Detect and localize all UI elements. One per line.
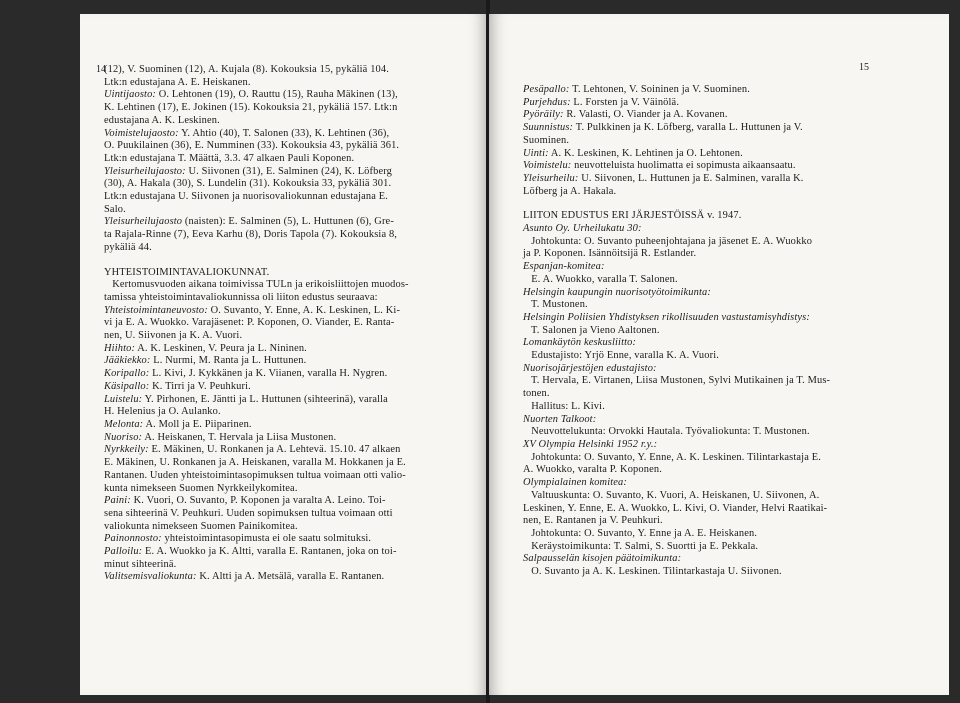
paragraph <box>104 128 477 166</box>
line-text: tamissa yhteistoimintavaliokunnissa oli liiton edustus seuraava: <box>104 291 378 303</box>
text-line <box>104 191 477 204</box>
committee-heading: Uinti: <box>523 147 549 159</box>
paragraph <box>104 64 477 89</box>
line-text: A. Heiskanen, T. Hervala ja Liisa Mustonen. <box>142 431 337 443</box>
line-text: E. Mäkinen, U. Ronkanen ja A. Lehtevä. 15.10. 47 alkaen <box>148 444 401 456</box>
paragraph <box>104 571 477 584</box>
committee-heading: Pesäpallo: <box>523 84 570 95</box>
committee-heading: Yleisurheilujaosto: <box>104 165 186 177</box>
paragraph <box>523 109 935 122</box>
text-line <box>523 312 935 325</box>
text-line <box>104 457 477 470</box>
line-text: Salo. <box>104 203 126 215</box>
text-line <box>523 223 935 236</box>
text-line <box>104 381 477 394</box>
line-text: Edustajisto: Yrjö Enne, varalla K. A. Vuori. <box>523 350 720 362</box>
committee-heading: Painonnosto: <box>104 533 162 545</box>
section-gap <box>523 198 935 210</box>
text-line <box>523 566 935 579</box>
text-line <box>523 135 935 148</box>
line-text: T. Hervala, E. Virtanen, Liisa Mustonen, Sylvi Mutikainen ja T. Mus- <box>523 375 831 387</box>
line-text: Hallitus: L. Kivi. <box>523 400 605 412</box>
committee-heading: Jääkiekko: <box>104 355 151 367</box>
line-text: Johtokunta: O. Suvanto puheenjohtajana ja jäsenet E. A. Wuokko <box>523 235 813 247</box>
text-line <box>523 528 935 541</box>
paragraph <box>104 394 477 419</box>
line-text: T. Mustonen. <box>523 299 588 311</box>
text-line <box>104 406 477 419</box>
committee-heading: XV Olympia Helsinki 1952 r.y.: <box>523 438 658 450</box>
text-line <box>523 375 935 388</box>
text-line <box>523 452 935 465</box>
line-text: H. Helenius ja O. Aulanko. <box>104 406 221 418</box>
line-text: tonen. <box>523 388 550 400</box>
line-text: Y. Ahtio (40), T. Salonen (33), K. Lehtinen (36), <box>178 127 390 139</box>
line-text: K. Vuori, O. Suvanto, P. Koponen ja varalta A. Leino. Toi- <box>130 495 386 507</box>
line-text: T. Salonen ja Vieno Aaltonen. <box>523 324 660 336</box>
committee-heading: Yhteistoimintaneuvosto: <box>104 304 208 316</box>
paragraph <box>104 444 477 495</box>
text-line <box>104 394 477 407</box>
line-text: Valtuuskunta: O. Suvanto, K. Vuori, A. Heiskanen, U. Siivonen, A. <box>523 489 820 501</box>
line-text: Johtokunta: O. Suvanto, Y. Enne, A. K. Leskinen. Tilintarkastaja E. <box>523 451 821 463</box>
text-line <box>523 503 935 516</box>
line-text: nen, U. Siivonen ja K. A. Vuori. <box>104 330 243 342</box>
paragraph <box>104 419 477 432</box>
left-page <box>80 14 487 695</box>
text-line <box>523 299 935 312</box>
line-text: L. Nurmi, M. Ranta ja L. Huttunen. <box>150 355 307 367</box>
paragraph <box>104 432 477 445</box>
committee-heading: Melonta: <box>104 418 144 430</box>
right-page <box>489 14 949 695</box>
committee-heading: Uintijaosto: <box>104 89 157 101</box>
line-text: A. Moll ja E. Piiparinen. <box>143 418 252 430</box>
paragraph <box>523 122 935 147</box>
paragraph <box>104 267 477 305</box>
line-text: O. Suvanto, Y. Enne, A. K. Leskinen, L. Ki- <box>207 304 401 316</box>
line-text: Y. Pirhonen, E. Jäntti ja L. Huttunen (sihteerinä), varalla <box>142 393 388 405</box>
committee-heading: Palloilu: <box>104 546 143 558</box>
line-text: A. K. Leskinen, V. Peura ja L. Nininen. <box>135 342 307 354</box>
paragraph <box>104 89 477 127</box>
line-text: O. Lehtonen (19), O. Rauttu (15), Rauha Mäkinen (13), <box>156 89 398 101</box>
line-text: A. K. Leskinen, K. Lehtinen ja O. Lehtonen. <box>548 147 743 159</box>
committee-heading: Luistelu: <box>104 393 143 405</box>
text-line <box>523 160 935 173</box>
line-text: U. Siivonen (31), E. Salminen (24), K. Löfberg <box>185 165 393 177</box>
text-line <box>523 388 935 401</box>
text-line <box>523 173 935 186</box>
line-text: K. Lehtinen (17), E. Jokinen (15). Kokouksia 21, pykäliä 157. Ltk:n <box>104 102 398 114</box>
paragraph <box>523 148 935 161</box>
text-line <box>523 439 935 452</box>
committee-heading: Paini: <box>104 495 131 507</box>
text-line <box>104 508 477 521</box>
committee-heading: Nuorisojärjestöjen edustajisto: <box>523 362 657 374</box>
text-line <box>104 432 477 445</box>
text-line <box>523 426 935 439</box>
text-line <box>523 122 935 135</box>
text-line <box>523 287 935 300</box>
text-line <box>523 97 935 110</box>
text-line <box>523 515 935 528</box>
line-text: valiokunta nimekseen Suomen Painikomitea. <box>104 520 298 532</box>
paragraph <box>523 84 935 97</box>
committee-heading: Käsipallo: <box>104 380 150 392</box>
text-line <box>523 148 935 161</box>
text-line <box>523 350 935 363</box>
text-line <box>104 444 477 457</box>
text-line <box>104 419 477 432</box>
text-line <box>104 166 477 179</box>
text-line <box>523 236 935 249</box>
text-line <box>523 553 935 566</box>
line-text: neuvotteluista huolimatta ei sopimusta aikaansaatu. <box>571 160 796 172</box>
paragraph <box>104 495 477 533</box>
line-text: minut sihteerinä. <box>104 558 177 570</box>
text-line <box>104 571 477 584</box>
text-line <box>523 109 935 122</box>
text-line <box>523 261 935 274</box>
paragraph <box>104 343 477 356</box>
text-line <box>523 414 935 427</box>
paragraph <box>104 305 477 343</box>
text-line <box>523 84 935 97</box>
text-line <box>104 368 477 381</box>
line-text: ja P. Koponen. Isännöitsijä R. Estlander. <box>523 248 697 260</box>
line-text: Rantanen. Uuden yhteistoimintasopimuksen tultua voimaan otti valio- <box>104 469 406 481</box>
page-number: 15 <box>859 62 869 73</box>
line-text: L. Forsten ja V. Väinölä. <box>570 96 680 108</box>
committee-heading: Voimistelu: <box>523 160 572 172</box>
text-line <box>104 355 477 368</box>
text-line <box>104 546 477 559</box>
line-text: Neuvottelukunta: Orvokki Hautala. Työvaliokunta: T. Mustonen. <box>523 426 810 438</box>
line-text: E. A. Wuokko, varalla T. Salonen. <box>523 273 678 285</box>
line-text: Ltk:n edustajana A. E. Heiskanen. <box>104 76 251 88</box>
line-text: Leskinen, Y. Enne, E. A. Wuokko, L. Kivi, O. Viander, Helvi Raatikai- <box>523 502 828 514</box>
text-line <box>104 216 477 229</box>
text-line <box>104 292 477 305</box>
committee-heading: Suunnistus: <box>523 122 574 134</box>
line-text: ta Rajala-Rinne (7), Eeva Karhu (8), Doris Tapola (7). Kokouksia 8, <box>104 229 398 241</box>
committee-heading: Lomankäytön keskusliitto: <box>523 337 637 349</box>
committee-heading: Nuorten Talkoot: <box>523 413 597 425</box>
committee-heading: Voimistelujaosto: <box>104 127 179 139</box>
text-line <box>523 477 935 490</box>
page-content <box>104 64 477 584</box>
committee-heading: Helsingin kaupungin nuorisotyötoimikunta: <box>523 286 711 298</box>
text-line <box>104 242 477 255</box>
line-text: O. Puukilainen (36), E. Numminen (33). Kokouksia 43, pykäliä 361. <box>104 140 400 152</box>
line-text: K. Tirri ja V. Peuhkuri. <box>149 380 251 392</box>
line-text: Kertomusvuoden aikana toimivissa TULn ja erikoisliittojen muodos- <box>104 279 409 291</box>
line-text: (12), V. Suominen (12), A. Kujala (8). Kokouksia 15, pykäliä 104. <box>104 64 389 75</box>
line-text: sena sihteerinä V. Peuhkuri. Uuden sopimuksen tultua voimaan otti <box>104 507 393 519</box>
line-text: Löfberg ja A. Hakala. <box>523 185 617 197</box>
text-line <box>104 533 477 546</box>
line-text: nen, E. Rantanen ja V. Peuhkuri. <box>523 515 663 527</box>
line-text: Ltk:n edustajana T. Määttä, 3.3. 47 alkaen Pauli Koponen. <box>104 152 355 164</box>
committee-heading: Nuoriso: <box>104 431 143 443</box>
text-line <box>104 330 477 343</box>
text-line <box>104 115 477 128</box>
committee-heading: Nyrkkeily: <box>104 444 149 456</box>
text-line <box>104 89 477 102</box>
committee-heading: Asunto Oy. Urheilukatu 30: <box>523 223 642 235</box>
paragraph <box>104 546 477 571</box>
text-line <box>104 102 477 115</box>
line-text: T. Lehtonen, V. Soininen ja V. Suominen. <box>569 84 751 95</box>
text-line <box>104 495 477 508</box>
paragraph <box>523 210 935 578</box>
line-text: T. Pulkkinen ja K. Löfberg, varalla L. Huttunen ja V. <box>573 122 803 134</box>
text-line <box>523 464 935 477</box>
text-line <box>523 248 935 261</box>
line-text: U. Siivonen, L. Huttunen ja E. Salminen, varalla K. <box>578 172 804 184</box>
committee-heading: Purjehdus: <box>523 96 571 108</box>
text-line <box>104 267 477 280</box>
committee-heading: Salpausselän kisojen päätoimikunta: <box>523 553 682 565</box>
paragraph <box>104 166 477 217</box>
paragraph <box>523 160 935 173</box>
text-line <box>523 490 935 503</box>
line-text: vi ja E. A. Wuokko. Varajäsenet: P. Koponen, O. Viander, E. Ranta- <box>104 317 395 329</box>
text-line <box>104 305 477 318</box>
committee-heading: Espanjan-komitea: <box>523 261 605 273</box>
text-line <box>104 229 477 242</box>
paragraph <box>104 368 477 381</box>
line-text: Johtokunta: O. Suvanto, Y. Enne ja A. E. Heiskanen. <box>523 527 758 539</box>
text-line <box>523 541 935 554</box>
text-line <box>523 325 935 338</box>
text-line <box>104 128 477 141</box>
text-line <box>104 559 477 572</box>
committee-heading: Pyöräily: <box>523 109 564 121</box>
line-text: Suominen. <box>523 134 570 146</box>
line-text: Ltk:n edustajana U. Siivonen ja nuorisovaliokunnan edustajana E. <box>104 191 389 203</box>
committee-heading: Helsingin Poliisien Yhdistyksen rikollisuuden vastustamisyhdistys: <box>523 311 810 323</box>
line-text: (naisten): E. Salminen (5), L. Huttunen (6), Gre- <box>182 216 394 228</box>
line-text: LIITON EDUSTUS ERI JÄRJESTÖISSÄ v. 1947. <box>523 210 742 222</box>
text-line <box>523 274 935 287</box>
text-line <box>523 337 935 350</box>
line-text: K. Altti ja A. Metsälä, varalla E. Rantanen. <box>196 571 385 583</box>
committee-heading: Yleisurheilujaosto <box>104 216 183 228</box>
committee-heading: Olympialainen komitea: <box>523 477 628 489</box>
line-text: R. Valasti, O. Viander ja A. Kovanen. <box>563 109 728 121</box>
page-number: 14 <box>96 64 106 75</box>
text-line <box>104 317 477 330</box>
committee-heading: Hiihto: <box>104 342 136 354</box>
line-text: E. A. Wuokko ja K. Altti, varalla E. Rantanen, joka on toi- <box>142 546 397 558</box>
line-text: edustajana A. K. Leskinen. <box>104 114 220 126</box>
text-line <box>104 204 477 217</box>
paragraph <box>523 97 935 110</box>
line-text: O. Suvanto ja A. K. Leskinen. Tilintarkastaja U. Siivonen. <box>523 566 782 578</box>
text-line <box>104 483 477 496</box>
text-line <box>104 77 477 90</box>
text-line <box>104 140 477 153</box>
line-text: (30), A. Hakala (30), S. Lundelin (31). Kokouksia 33, pykäliä 301. <box>104 178 392 190</box>
text-line <box>104 521 477 534</box>
paragraph <box>104 216 477 254</box>
committee-heading: Yleisurheilu: <box>523 172 579 184</box>
page-content <box>523 84 935 579</box>
text-line <box>523 363 935 376</box>
paragraph <box>104 381 477 394</box>
line-text: Keräystoimikunta: T. Salmi, S. Suorttì ja E. Pekkala. <box>523 540 759 552</box>
text-line <box>104 178 477 191</box>
text-line <box>523 210 935 223</box>
line-text: kunta nimekseen Suomen Nyrkkeilykomitea. <box>104 482 298 494</box>
line-text: E. Mäkinen, U. Ronkanen ja A. Heiskanen, varalla M. Hokkanen ja E. <box>104 457 406 469</box>
line-text: YHTEISTOIMINTAVALIOKUNNAT. <box>104 266 270 278</box>
line-text: pykäliä 44. <box>104 241 152 253</box>
text-line <box>104 153 477 166</box>
text-line <box>104 64 477 77</box>
text-line <box>523 186 935 199</box>
committee-heading: Koripallo: <box>104 368 150 380</box>
section-gap <box>104 255 477 267</box>
line-text: yhteistoimintasopimusta ei ole saatu solmituksi. <box>161 533 372 545</box>
text-line <box>523 401 935 414</box>
line-text: L. Kivi, J. Kykkänen ja K. Viianen, varalla H. Nygren. <box>149 368 388 380</box>
committee-heading: Valitsemisvaliokunta: <box>104 571 197 583</box>
paragraph <box>104 533 477 546</box>
paragraph <box>104 355 477 368</box>
text-line <box>104 343 477 356</box>
paragraph <box>523 173 935 198</box>
text-line <box>104 470 477 483</box>
text-line <box>104 279 477 292</box>
line-text: A. Wuokko, varalta P. Koponen. <box>523 464 662 476</box>
